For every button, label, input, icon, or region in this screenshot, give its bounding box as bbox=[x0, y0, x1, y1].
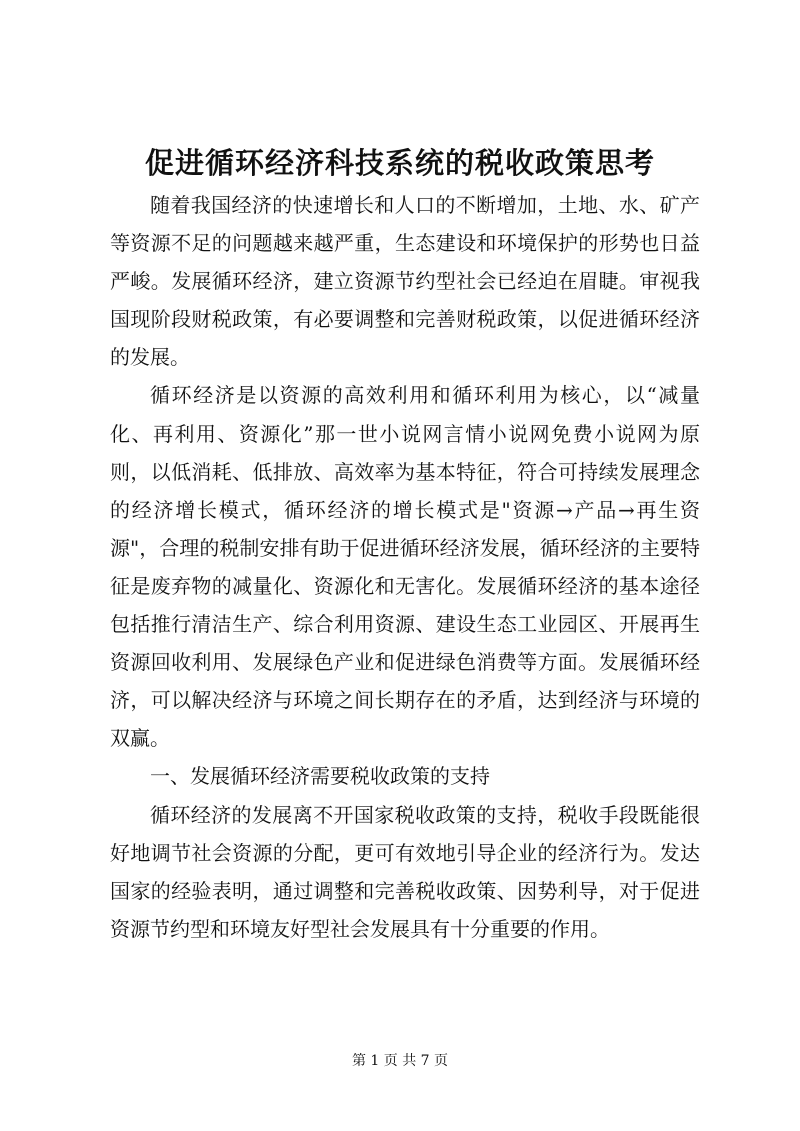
paragraph-definition: 循环经济是以资源的高效利用和循环利用为核心，以“减量化、再利用、资源化”那一世小说网言情小说网免费小说网为原则，以低消耗、低排放、高效率为基本特征，符合可持续发展理念的经济增长模式，循环经济的增长模式是"资源→产品→再生资源"，合理的税制安排有助于促进循环经济发展，循环经济的主要特征是废弃物的减量化、资源化和无害化。发展循环经济的基本途径包括推行清洁生产、综合利用资源、建设生态工业园区、开展再生资源回收利用、发展绿色产业和促进绿色消费等方面。发展循环经济，可以解决经济与环境之间长期存在的矛盾，达到经济与环境的双赢。 bbox=[110, 383, 700, 751]
paragraph-tax-support: 循环经济的发展离不开国家税收政策的支持，税收手段既能很好地调节社会资源的分配，更可有效地引导企业的经济行为。发达国家的经验表明，通过调整和完善税收政策、因势利导，对于促进资源节约型和环境友好型社会发展具有十分重要的作用。 bbox=[110, 802, 700, 941]
document-title: 促进循环经济科技系统的税收政策思考 bbox=[144, 146, 655, 180]
document-body bbox=[110, 186, 700, 948]
section-heading: 一、发展循环经济需要税收政策的支持 bbox=[150, 764, 490, 789]
page-number-footer: 第 1 页 共 7 页 bbox=[351, 1053, 449, 1069]
paragraph-intro: 随着我国经济的快速增长和人口的不断增加，土地、水、矿产等资源不足的问题越来越严重，生态建设和环境保护的形势也日益严峻。发展循环经济，建立资源节约型社会已经迫在眉睫。审视我国现阶段财税政策，有必要调整和完善财税政策，以促进循环经济的发展。 bbox=[110, 193, 700, 370]
